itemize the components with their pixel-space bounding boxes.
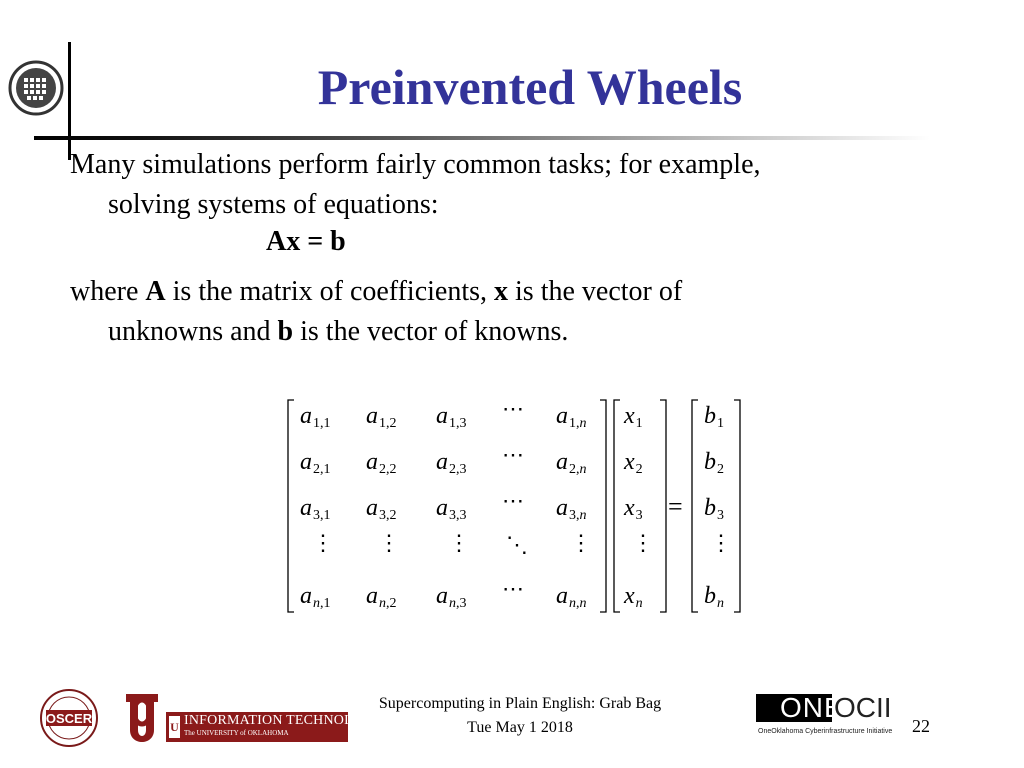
- intro-paragraph: [70, 145, 970, 225]
- svg-text:OSCER: OSCER: [45, 711, 93, 726]
- matrix-cell: $a_{3,2}$: [366, 495, 397, 523]
- matrix-cell: $a_{n,2}$: [366, 583, 397, 611]
- vertical-ellipsis: ⋮: [312, 530, 334, 555]
- definition-line-1: where A is the matrix of coefficients, x is the vector of: [70, 276, 683, 307]
- vector-x-entry: $x_n$: [624, 583, 643, 611]
- ou-mark-icon: U: [169, 716, 180, 738]
- vector-x-entry: $x_1$: [624, 403, 643, 431]
- horizontal-ellipsis: ⋯: [502, 396, 524, 421]
- matrix-equation: [280, 392, 750, 618]
- diagonal-ellipsis: ⋱: [506, 532, 528, 557]
- matrix-cell: $a_{1,1}$: [300, 403, 331, 431]
- matrix-cell: $a_{1,2}$: [366, 403, 397, 431]
- slide-title: Preinvented Wheels: [317, 59, 743, 115]
- matrix-cell: $a_{2,3}$: [436, 449, 467, 477]
- vertical-ellipsis: ⋮: [632, 530, 654, 555]
- vertical-ellipsis: ⋮: [570, 530, 592, 555]
- information-technology-logo: U INFORMATION TECHNOLOGY The UNIVERSITY of OKLAHOMA: [166, 712, 348, 742]
- definition-paragraph: [70, 272, 970, 352]
- footer-date: Tue May 1 2018: [467, 719, 573, 736]
- intro-line-1: Many simulations perform fairly common tasks; for example,: [70, 149, 761, 180]
- vector-x-entry: $x_3$: [624, 495, 643, 523]
- matrix-cell: $a_{2,1}$: [300, 449, 331, 477]
- ou-logo: [120, 690, 164, 748]
- matrix-cell: $a_{1,n}$: [556, 403, 587, 431]
- definition-line-2: unknowns and b is the vector of knowns.: [108, 316, 569, 347]
- matrix-cell: $a_{n,3}$: [436, 583, 467, 611]
- horizontal-ellipsis: ⋯: [502, 576, 524, 601]
- horizontal-ellipsis: ⋯: [502, 488, 524, 513]
- vertical-ellipsis: ⋮: [710, 530, 732, 555]
- matrix-cell: $a_{2,2}$: [366, 449, 397, 477]
- matrix-cell: $a_{n,1}$: [300, 583, 331, 611]
- footer-course-title: Supercomputing in Plain English: Grab Bag: [378, 695, 662, 712]
- matrix-cell: $a_{3,3}$: [436, 495, 467, 523]
- vector-b-entry: $b_n$: [704, 583, 724, 611]
- matrix-cell: $a_{n,n}$: [556, 583, 587, 611]
- vector-b-entry: $b_1$: [704, 403, 724, 431]
- oscer-seal-logo: [24, 688, 114, 748]
- intro-line-2: solving systems of equations:: [108, 189, 439, 220]
- equals-sign: =: [668, 492, 683, 521]
- matrix-cell: $a_{2,n}$: [556, 449, 587, 477]
- vertical-ellipsis: ⋮: [378, 530, 400, 555]
- oscer-emblem-icon: [8, 60, 64, 116]
- oneocii-logo: ONE OCII OneOklahoma Cyberinfrastructure Initiative: [758, 692, 893, 735]
- horizontal-ellipsis: ⋯: [502, 442, 524, 467]
- footer-caption: [330, 692, 710, 740]
- matrix-cell: $a_{3,1}$: [300, 495, 331, 523]
- title-horizontal-rule: [34, 136, 930, 140]
- equation-ax-b: Ax = b: [266, 226, 346, 257]
- vector-x-entry: $x_2$: [624, 449, 643, 477]
- vector-b-entry: $b_3$: [704, 495, 724, 523]
- title-vertical-rule: [68, 42, 71, 160]
- vertical-ellipsis: ⋮: [448, 530, 470, 555]
- page-number: 22: [912, 716, 930, 736]
- vector-b-entry: $b_2$: [704, 449, 724, 477]
- matrix-cell: $a_{1,3}$: [436, 403, 467, 431]
- matrix-cell: $a_{3,n}$: [556, 495, 587, 523]
